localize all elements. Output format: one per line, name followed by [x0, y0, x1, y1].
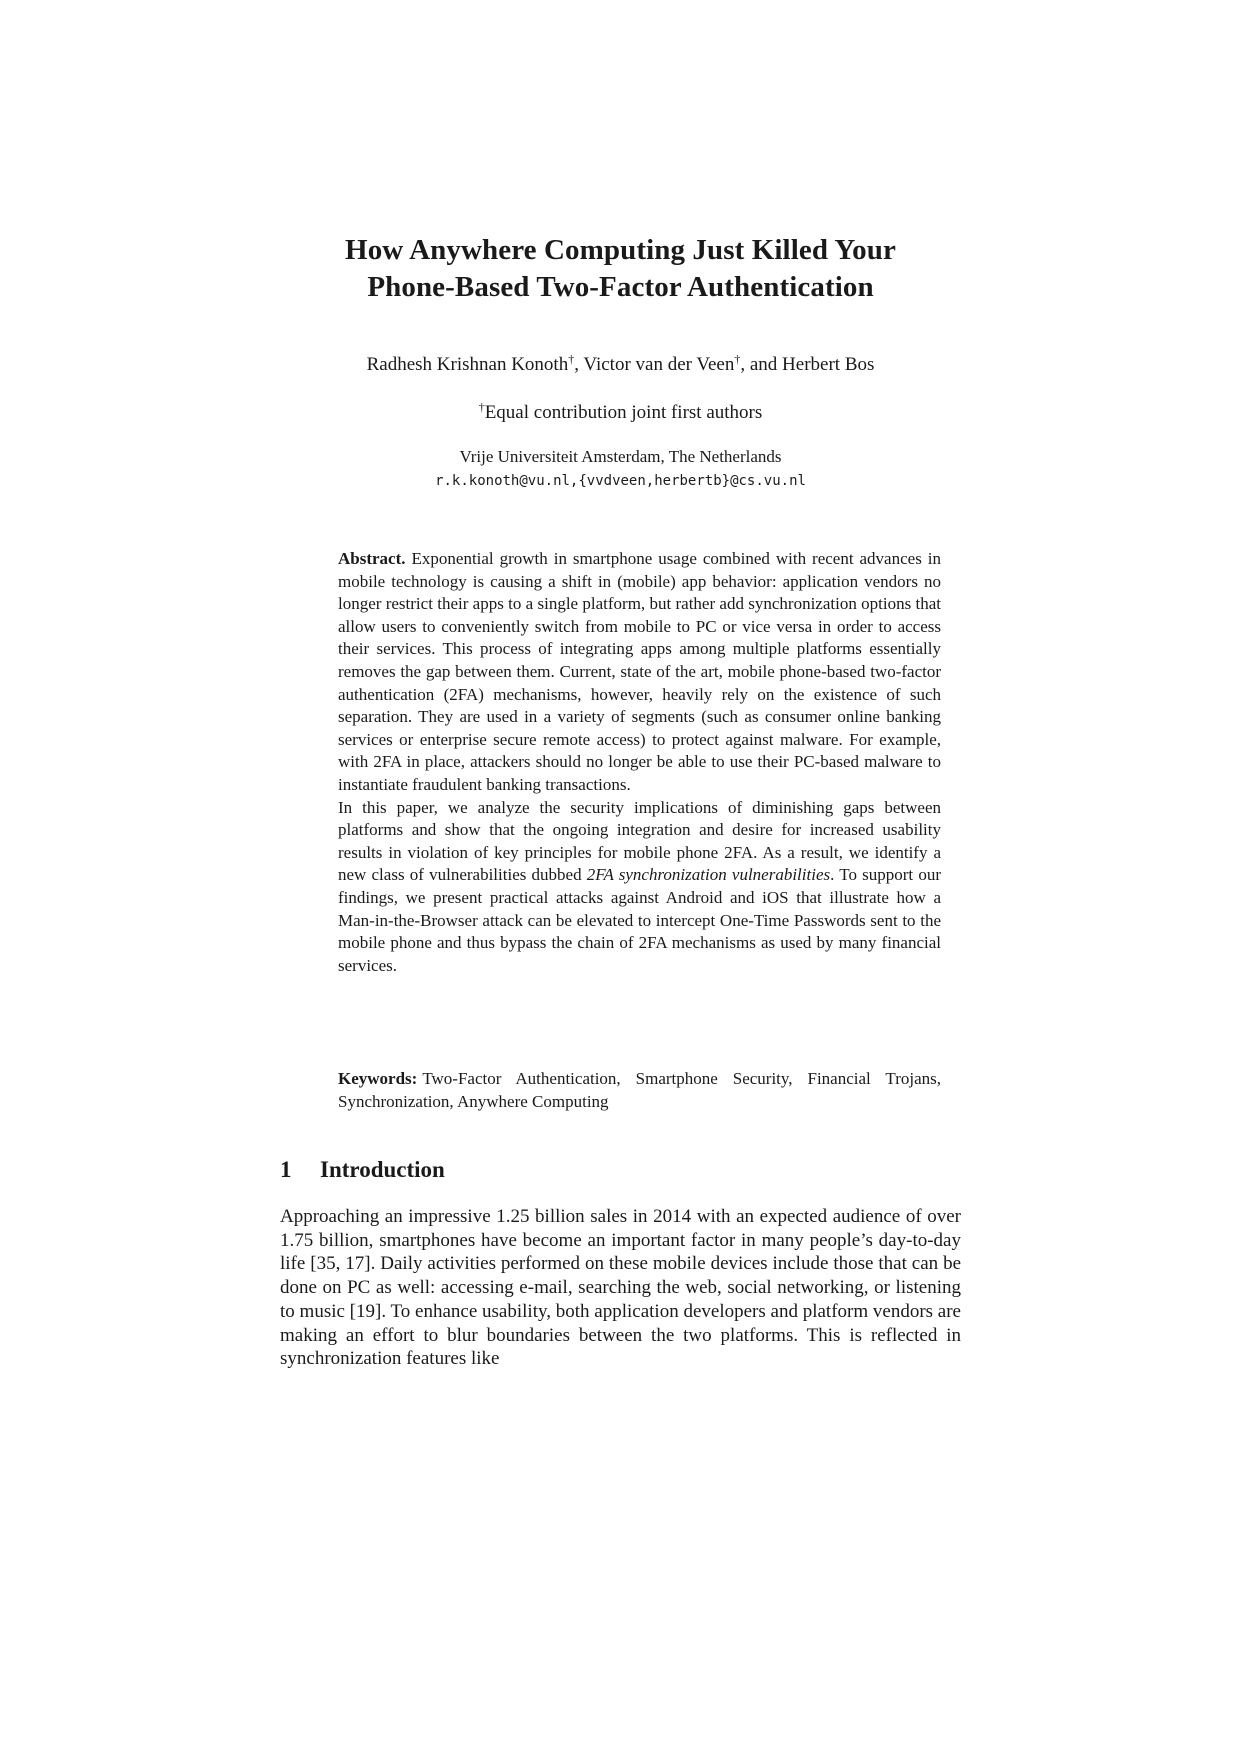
section-number: 1: [280, 1157, 292, 1182]
abstract-emphasis: 2FA synchronization vulnerabilities: [586, 865, 831, 885]
affiliation: Vrije Universiteit Amsterdam, The Netherlands: [459, 447, 782, 466]
section-title: Introduction: [320, 1157, 445, 1182]
abstract-paragraph: [338, 548, 941, 797]
author-name: Victor van der Veen: [583, 354, 735, 375]
abstract-paragraph: [338, 797, 941, 978]
author-separator: , and: [740, 354, 783, 375]
section-heading: [280, 1156, 961, 1184]
abstract-label: Abstract.: [338, 549, 406, 568]
author-emails: r.k.konoth@vu.nl,{vvdveen,herbertb}@cs.vu.nl: [435, 473, 806, 489]
body-paragraph: Approaching an impressive 1.25 billion sales in 2014 with an expected audience of over 1.75 billion, smartphones have become an important factor in many people’s day-to-day life [35, 17]. Daily activities performed on these mobile devices include those that can be done on PC as well: accessing e-mail, searching the web, social networking, or listening to music [19]. To enhance usability, both application developers and platform vendors are making an effort to blur boundaries between the two platforms. This is reflected in synchronization features like: [280, 1206, 961, 1370]
abstract-text: Exponential growth in smartphone usage combined with recent advances in mobile technology is causing a shift in (mobile) app behavior: application vendors no longer restrict their apps to a single platform, but rather add synchronization options that allow users to conveniently switch from mobile to PC or vice versa in order to access their services. This process of integrating apps among multiple platforms essentially removes the gap between them. Current, state of the art, mobile phone-based two-factor authentication (2FA) mechanisms, however, heavily rely on the existence of such separation. They are used in a variety of segments (such as consumer online banking services or enterprise secure remote access) to protect against malware. For example, with 2FA in place, attackers should no longer be able to use their PC-based malware to instantiate fraudulent banking transactions.: [338, 549, 941, 794]
author-footnote-mark: †: [568, 352, 575, 366]
keywords-text: Two-Factor Authentication, Smartphone Security, Financial Trojans, Synchronization, Anywhere Computing: [338, 1069, 941, 1111]
paper-title: [270, 232, 971, 306]
note-mark: †: [478, 400, 485, 414]
title-line-2: Phone-Based Two-Factor Authentication: [367, 271, 874, 303]
author-name: Radhesh Krishnan Konoth: [366, 354, 569, 375]
keywords: [338, 1068, 941, 1113]
title-line-1: How Anywhere Computing Just Killed Your: [345, 234, 896, 266]
introduction-body: [280, 1205, 961, 1371]
abstract-text: In this paper, we analyze the security implications of diminishing gaps between platforms and show that the ongoing integration and desire for increased usability results in violation of key principles for mobile phone 2FA. As a result, we identify a new class of vulnerabilities dubbed: [338, 797, 941, 885]
abstract-text: . To support our findings, we present practical attacks against Android and iOS that illustrate how a Man-in-the-Browser attack can be elevated to intercept One-Time Passwords sent to the mobile phone and thus bypass the chain of 2FA mechanisms as used by many financial services.: [338, 865, 941, 975]
author-list: [270, 353, 971, 377]
equal-contribution-note: [270, 401, 971, 425]
abstract: [338, 548, 941, 977]
author-footnote-mark: †: [734, 352, 741, 366]
author-separator: ,: [574, 354, 584, 375]
keywords-label: Keywords:: [338, 1069, 418, 1088]
author-name: Herbert Bos: [782, 354, 875, 375]
note-text: Equal contribution joint first authors: [484, 402, 763, 423]
